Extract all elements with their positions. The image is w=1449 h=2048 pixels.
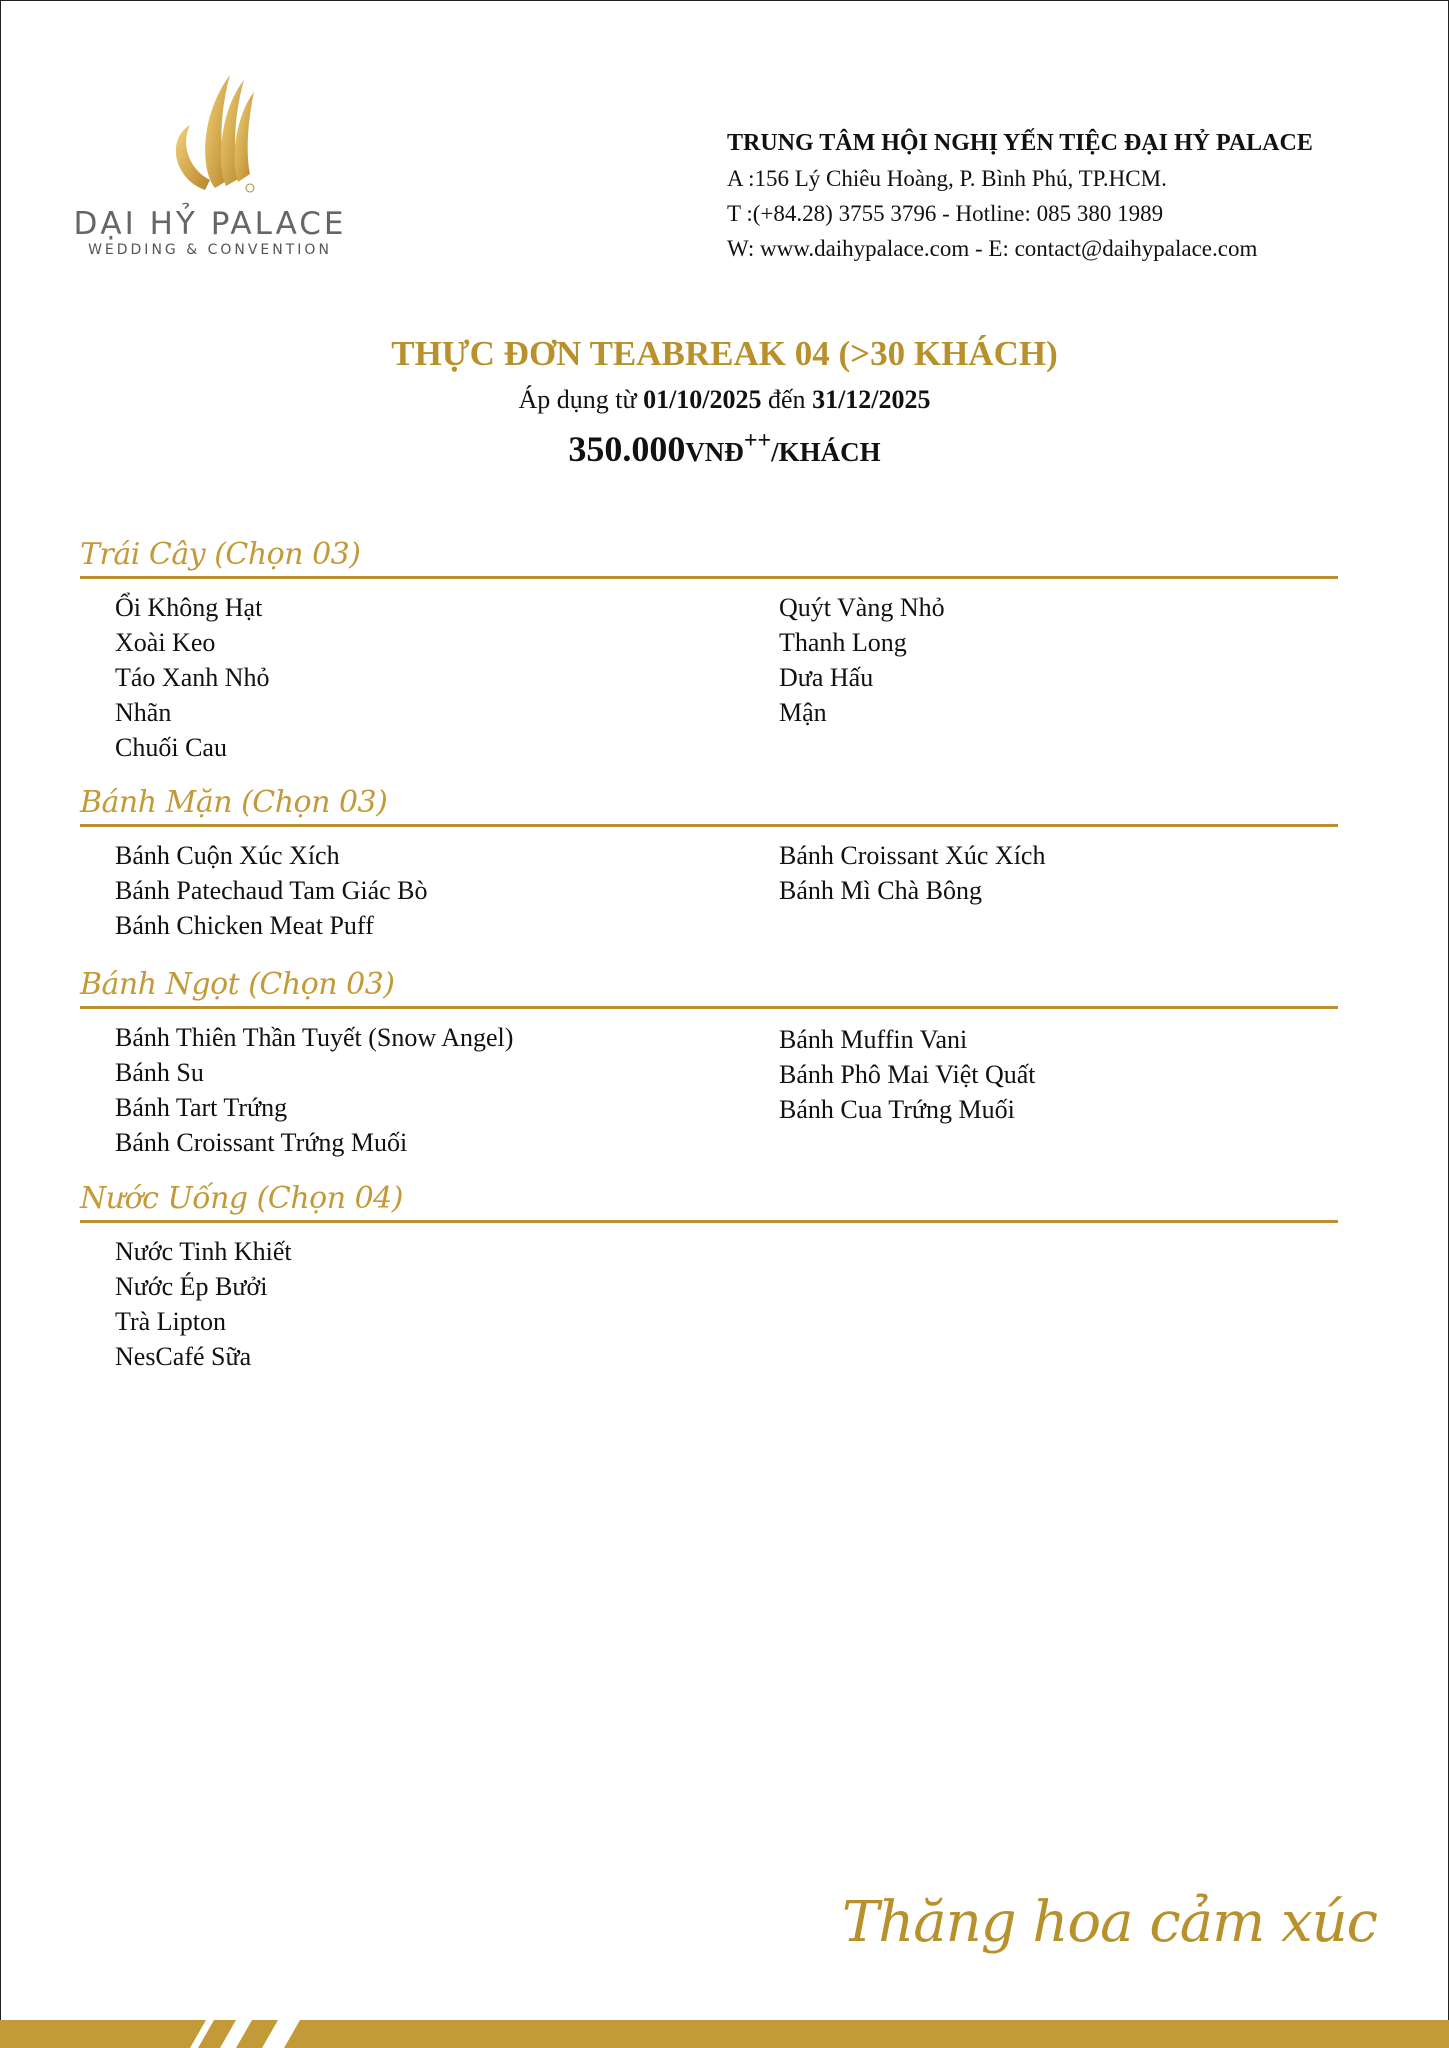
list-item: Quýt Vàng Nhỏ [779, 593, 945, 622]
footer-bar [0, 2020, 1449, 2048]
section-title: Trái Cây (Chọn 03) [80, 537, 361, 572]
list-item: Xoài Keo [115, 628, 216, 657]
section-title: Nước Uống (Chọn 04) [80, 1181, 403, 1216]
logo [60, 70, 360, 270]
web-email-line: W: www.daihypalace.com - E: contact@daihypalace.com [727, 236, 1258, 261]
list-item: Bánh Croissant Trứng Muối [115, 1128, 408, 1157]
section-savory-left [115, 838, 428, 943]
validity-dates [0, 385, 1449, 415]
section-header-fruit [80, 536, 1338, 579]
section-title: Bánh Ngọt (Chọn 03) [80, 967, 395, 1002]
price-sup: ++ [743, 428, 772, 454]
logo-tagline: WEDDING & CONVENTION [88, 242, 332, 258]
list-item: Chuối Cau [115, 733, 227, 762]
list-item: Nhãn [115, 698, 172, 727]
price [0, 428, 1449, 470]
list-item: Trà Lipton [115, 1307, 226, 1336]
list-item: Bánh Cuộn Xúc Xích [115, 841, 340, 870]
list-item: Bánh Thiên Thần Tuyết (Snow Angel) [115, 1023, 514, 1052]
list-item: Nước Tinh Khiết [115, 1237, 292, 1266]
list-item: Mận [779, 698, 827, 727]
logo-mark-icon [160, 70, 260, 195]
section-title: Bánh Mặn (Chọn 03) [80, 785, 388, 820]
list-item: Bánh Su [115, 1058, 204, 1087]
phone-line: T :(+84.28) 3755 3796 - Hotline: 085 380 1989 [727, 201, 1164, 226]
organization-name: TRUNG TÂM HỘI NGHỊ YẾN TIỆC ĐẠI HỶ PALACE [727, 130, 1313, 156]
menu-title: THỰC ĐƠN TEABREAK 04 (>30 KHÁCH) [391, 334, 1058, 373]
list-item: Bánh Patechaud Tam Giác Bò [115, 876, 428, 905]
tagline: Thăng hoa cảm xúc [841, 1890, 1377, 1955]
section-fruit-left [115, 590, 270, 765]
list-item: Bánh Muffin Vani [779, 1025, 968, 1054]
section-savory-right [779, 838, 1045, 908]
list-item: Nước Ép Bưởi [115, 1272, 268, 1301]
list-item: NesCafé Sữa [115, 1342, 252, 1371]
contact-block [727, 126, 1313, 266]
price-suffix: /KHÁCH [771, 437, 881, 467]
list-item: Ổi Không Hạt [115, 593, 263, 622]
price-unit: VNĐ [685, 437, 744, 467]
list-item: Bánh Cua Trứng Muối [779, 1095, 1015, 1124]
list-item: Dưa Hấu [779, 663, 874, 692]
section-header-drinks [80, 1180, 1338, 1223]
list-item: Thanh Long [779, 628, 907, 657]
list-item: Bánh Croissant Xúc Xích [779, 841, 1046, 870]
address: A :156 Lý Chiêu Hoàng, P. Bình Phú, TP.HCM. [727, 166, 1167, 191]
section-sweet-right [779, 1022, 1036, 1127]
section-header-sweet [80, 966, 1338, 1009]
price-value: 350.000 [568, 429, 686, 469]
date-mid: đến [768, 385, 806, 414]
list-item: Bánh Mì Chà Bông [779, 876, 982, 905]
list-item: Bánh Chicken Meat Puff [115, 911, 374, 940]
section-drinks-left [115, 1234, 292, 1374]
date-prefix: Áp dụng từ [518, 385, 637, 414]
date-to: 31/12/2025 [812, 385, 931, 414]
section-sweet-left [115, 1020, 513, 1160]
list-item: Bánh Tart Trứng [115, 1093, 288, 1122]
section-header-savory [80, 784, 1338, 827]
section-fruit-right [779, 590, 945, 730]
logo-name: DẠI HỶ PALACE [73, 206, 347, 242]
list-item: Táo Xanh Nhỏ [115, 663, 270, 692]
list-item: Bánh Phô Mai Việt Quất [779, 1060, 1036, 1089]
date-from: 01/10/2025 [643, 385, 762, 414]
